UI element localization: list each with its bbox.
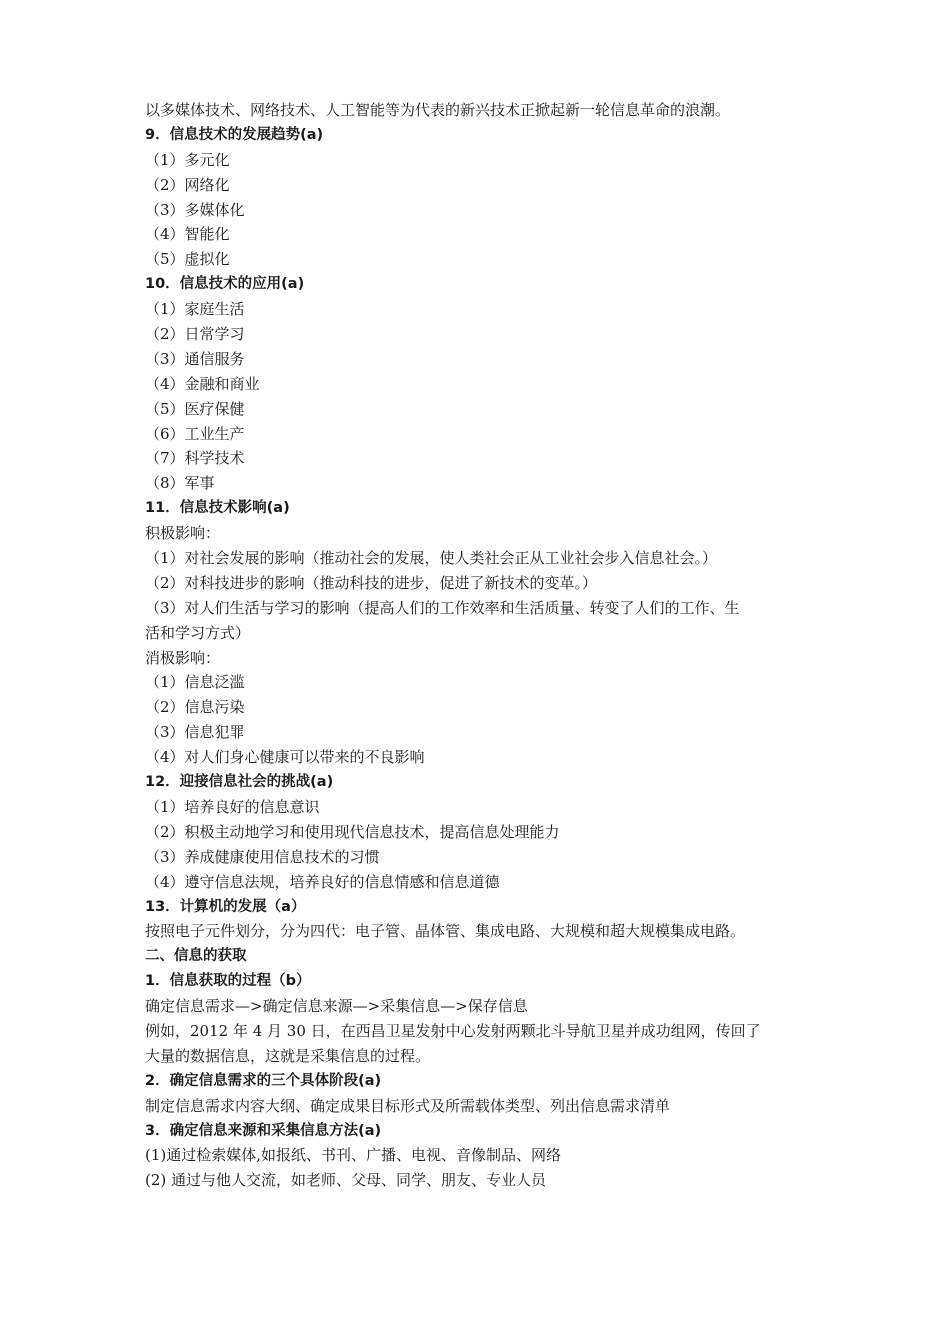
list-item: （3）对人们生活与学习的影响（提高人们的工作效率和生活质量、转变了人们的工作、生	[145, 598, 740, 617]
list-item: （2）信息污染	[145, 698, 245, 717]
list-item: （3）信息犯罪	[145, 723, 245, 742]
list-item: （4）金融和商业	[145, 374, 260, 393]
list-item: （4）遵守信息法规，培养良好的信息情感和信息道德	[145, 872, 500, 891]
paragraph-line: 确定信息需求—>确定信息来源—>采集信息—>保存信息	[145, 997, 528, 1016]
paragraph-line: 积极影响：	[145, 524, 221, 543]
paragraph-line: 制定信息需求内容大纲、确定成果目标形式及所需载体类型、列出信息需求清单	[145, 1096, 671, 1115]
list-item: （2）日常学习	[145, 325, 245, 344]
section-heading: 2．确定信息需求的三个具体阶段(a)	[145, 1072, 382, 1089]
paragraph-line: 消极影响：	[145, 648, 221, 667]
document-page	[145, 98, 825, 1193]
list-item: （1）信息泛滥	[145, 673, 245, 692]
list-item: （4）对人们身心健康可以带来的不良影响	[145, 748, 425, 767]
list-item: (1)通过检索媒体,如报纸、书刊、广播、电视、音像制品、网络	[145, 1146, 562, 1165]
section-heading: 3．确定信息来源和采集信息方法(a)	[145, 1122, 382, 1139]
list-item: (2) 通过与他人交流，如老师、父母、同学、朋友、专业人员	[145, 1171, 547, 1190]
list-item: （2）网络化	[145, 175, 230, 194]
section-heading: 1．信息获取的过程（b）	[145, 973, 311, 990]
paragraph-line: 活和学习方式）	[145, 623, 251, 642]
section-heading: 13．计算机的发展（a）	[145, 898, 306, 915]
list-item: （1）对社会发展的影响（推动社会的发展，使人类社会正从工业社会步入信息社会。）	[145, 549, 718, 568]
list-item: （1）家庭生活	[145, 300, 245, 319]
list-item: （6）工业生产	[145, 424, 245, 443]
list-item: （2）积极主动地学习和使用现代信息技术，提高信息处理能力	[145, 822, 560, 841]
list-item: （4）智能化	[145, 225, 230, 244]
list-item: （3）多媒体化	[145, 200, 245, 219]
paragraph-line: 按照电子元件划分，分为四代：电子管、晶体管、集成电路、大规模和超大规模集成电路。	[145, 922, 746, 941]
list-item: （1）多元化	[145, 150, 230, 169]
list-item: （1）培养良好的信息意识	[145, 797, 320, 816]
section-heading: 10．信息技术的应用(a)	[145, 276, 305, 293]
section-heading: 二、信息的获取	[145, 948, 247, 965]
paragraph-line: 例如，2012 年 4 月 30 日，在西昌卫星发射中心发射两颗北斗导航卫星并成功组网，传回了	[145, 1021, 761, 1040]
list-item: （3）通信服务	[145, 349, 245, 368]
paragraph-line: 以多媒体技术、网络技术、人工智能等为代表的新兴技术正掀起新一轮信息革命的浪潮。	[145, 101, 731, 119]
list-item: （5）虚拟化	[145, 250, 230, 269]
list-item: （3）养成健康使用信息技术的习惯	[145, 847, 380, 866]
list-item: （5）医疗保健	[145, 399, 245, 418]
list-item: （8）军事	[145, 474, 215, 493]
paragraph-line: 大量的数据信息，这就是采集信息的过程。	[145, 1046, 431, 1065]
section-heading: 12．迎接信息社会的挑战(a)	[145, 774, 334, 791]
section-heading: 11．信息技术影响(a)	[145, 500, 290, 517]
section-heading: 9．信息技术的发展趋势(a)	[145, 126, 324, 143]
list-item: （2）对科技进步的影响（推动科技的进步，促进了新技术的变革。）	[145, 573, 598, 592]
list-item: （7）科学技术	[145, 449, 245, 468]
